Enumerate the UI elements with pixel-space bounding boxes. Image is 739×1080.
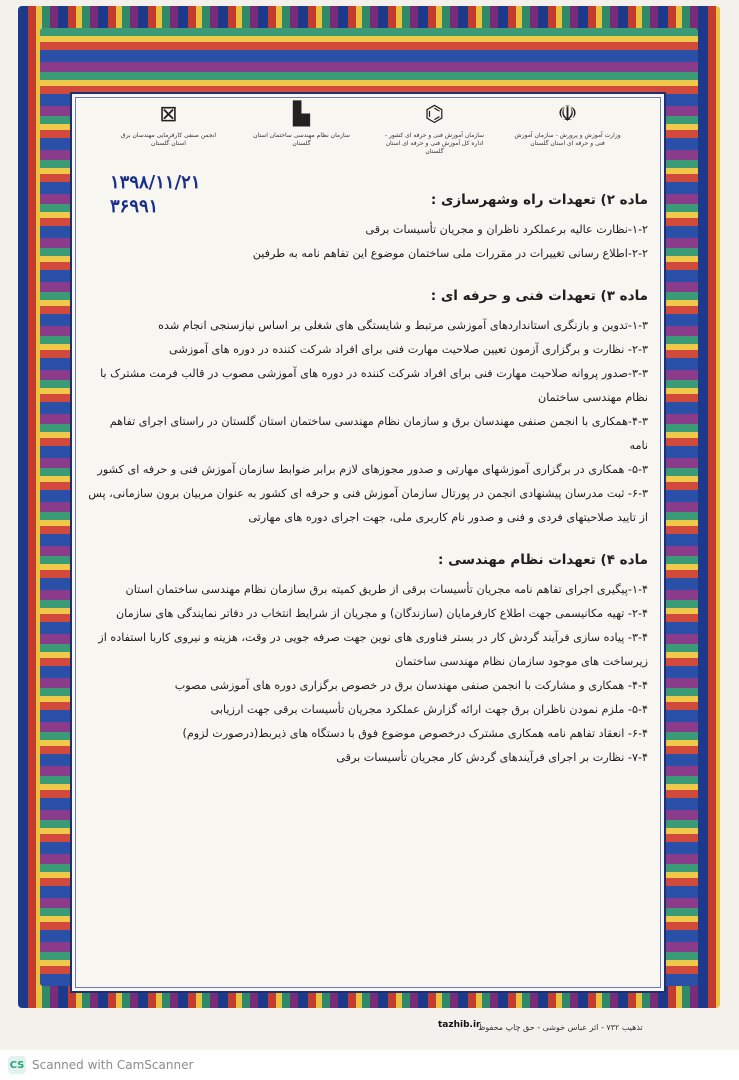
footer-credit: تذهیب ۷۳۲ - اثر عباس خوشی - حق چاپ محفوظ [478, 1023, 643, 1032]
emblem-icon: ☫ [557, 102, 578, 127]
articles [88, 190, 648, 770]
document-body [70, 92, 666, 993]
article-4-item: ۱-۴-پیگیری اجرای تفاهم نامه مجریان تأسیسات برقی از طریق کمیته برق سازمان نظام مهندسی ساختمان استان [125, 583, 648, 596]
article-3-item: ۳-۳-صدور پروانه صلاحیت مهارت فنی برای افراد شرکت کننده در دوره های آموزشی مصوب در قالب فرمت مشترک با نظام مهندسی ساختمان [100, 367, 648, 404]
electric-assoc-logo-icon: ⊠ [159, 102, 178, 127]
logo-caption: انجمن صنفی کارفرمایی مهندسان برق استان گلستان [120, 132, 217, 147]
scanner-watermark [0, 1050, 739, 1080]
article-2-title: ماده ۲) تعهدات راه وشهرسازی : [430, 192, 648, 208]
engineering-org-logo-icon: ▙ [293, 102, 310, 127]
logo-caption: وزارت آموزش و پرورش - سازمان آموزش فنی و حرفه ای استان گلستان [514, 132, 621, 147]
camscanner-icon: CS [8, 1056, 26, 1074]
header-logos [72, 102, 664, 162]
logo-block [380, 102, 490, 156]
article-4-title: ماده ۴) تعهدات نظام مهندسی : [438, 552, 648, 568]
tvto-logo-icon: ⌬ [424, 102, 445, 127]
logo-block [247, 102, 357, 148]
article-3-item: ۵-۳- همکاری در برگزاری آموزشهای مهارتی و صدور مجوزهای لازم برابر ضوابط سازمان آموزش فنی و حرفه ای کشور [97, 463, 648, 476]
article-3-item: ۴-۳-همکاری با انجمن صنفی مهندسان برق و سازمان نظام مهندسی ساختمان استان گلستان در راستای اجرای تفاهم نامه [109, 415, 648, 452]
footer-site: tazhib.ir [438, 1020, 481, 1030]
article-2-item: ۱-۲-نظارت عالیه برعملکرد ناظران و مجریان تأسیسات برقی [365, 223, 648, 236]
article-3-item: ۲-۳- نظارت و برگزاری آزمون تعیین صلاحیت مهارت فنی برای افراد شرکت کننده در دوره های آموزشی [169, 343, 648, 356]
article-3-item: ۶-۳- ثبت مدرسان پیشنهادی انجمن در پورتال سازمان آموزش فنی و حرفه ای کشور به عنوان مربیان برون سازمانی، پس از تایید صلاحیتهای فردی و فنی و صدور نام کاربری ملی، جهت اجرای دوره های مهارتی [88, 487, 648, 524]
article-4-item: ۴-۴- همکاری و مشارکت با انجمن صنفی مهندسان برق در خصوص برگزاری دوره های آموزشی مصوب [174, 679, 648, 692]
logo-block [114, 102, 224, 148]
logo-block [513, 102, 623, 148]
article-4-item: ۳-۴- پیاده سازی فرآیند گردش کار در بستر فناوری های نوین جهت صرفه جویی در وقت، هزینه و نیروی کاربا استفاده از زیرساخت های موجود سازمان نظام مهندسی ساختمان [98, 631, 648, 668]
article-3-item: ۱-۳-تدوین و بازنگری استانداردهای آموزشی مرتبط و شایستگی های شغلی بر اساس نیازسنجی انجام شده [158, 319, 648, 332]
scanner-text: Scanned with CamScanner [32, 1058, 194, 1072]
logo-caption: سازمان نظام مهندسی ساختمان استان گلستان [253, 132, 350, 147]
article-2-item: ۲-۲-اطلاع رسانی تغییرات در مقررات ملی ساختمان موضوع این تفاهم نامه به طرفین [252, 247, 648, 260]
article-3-title: ماده ۳) تعهدات فنی و حرفه ای : [430, 288, 648, 304]
article-4-item: ۶-۴- انعقاد تفاهم نامه همکاری مشترک درخصوص موضوع فوق با دستگاه های ذیربط(درصورت لزوم) [182, 727, 648, 740]
article-4-item: ۷-۴- نظارت بر اجرای فرآیندهای گردش کار مجریان تأسیسات برقی [336, 751, 648, 764]
article-4-item: ۲-۴- تهیه مکانیسمی جهت اطلاع کارفرمایان (سازندگان) و مجریان از شرایط انتخاب در دفاتر نمایندگی های سازمان [115, 607, 648, 620]
handwritten-number: ۳۶۹۹۱ [110, 196, 159, 217]
logo-caption: سازمان آموزش فنی و حرفه ای کشور - اداره کل آموزش فنی و حرفه ای استان گلستان [384, 132, 485, 155]
article-4-item: ۵-۴- ملزم نمودن ناظران برق جهت ارائه گزارش عملکرد مجریان تأسیسات برقی جهت ارزیابی [210, 703, 648, 716]
handwritten-date: ۱۳۹۸/۱۱/۲۱ [110, 172, 201, 193]
